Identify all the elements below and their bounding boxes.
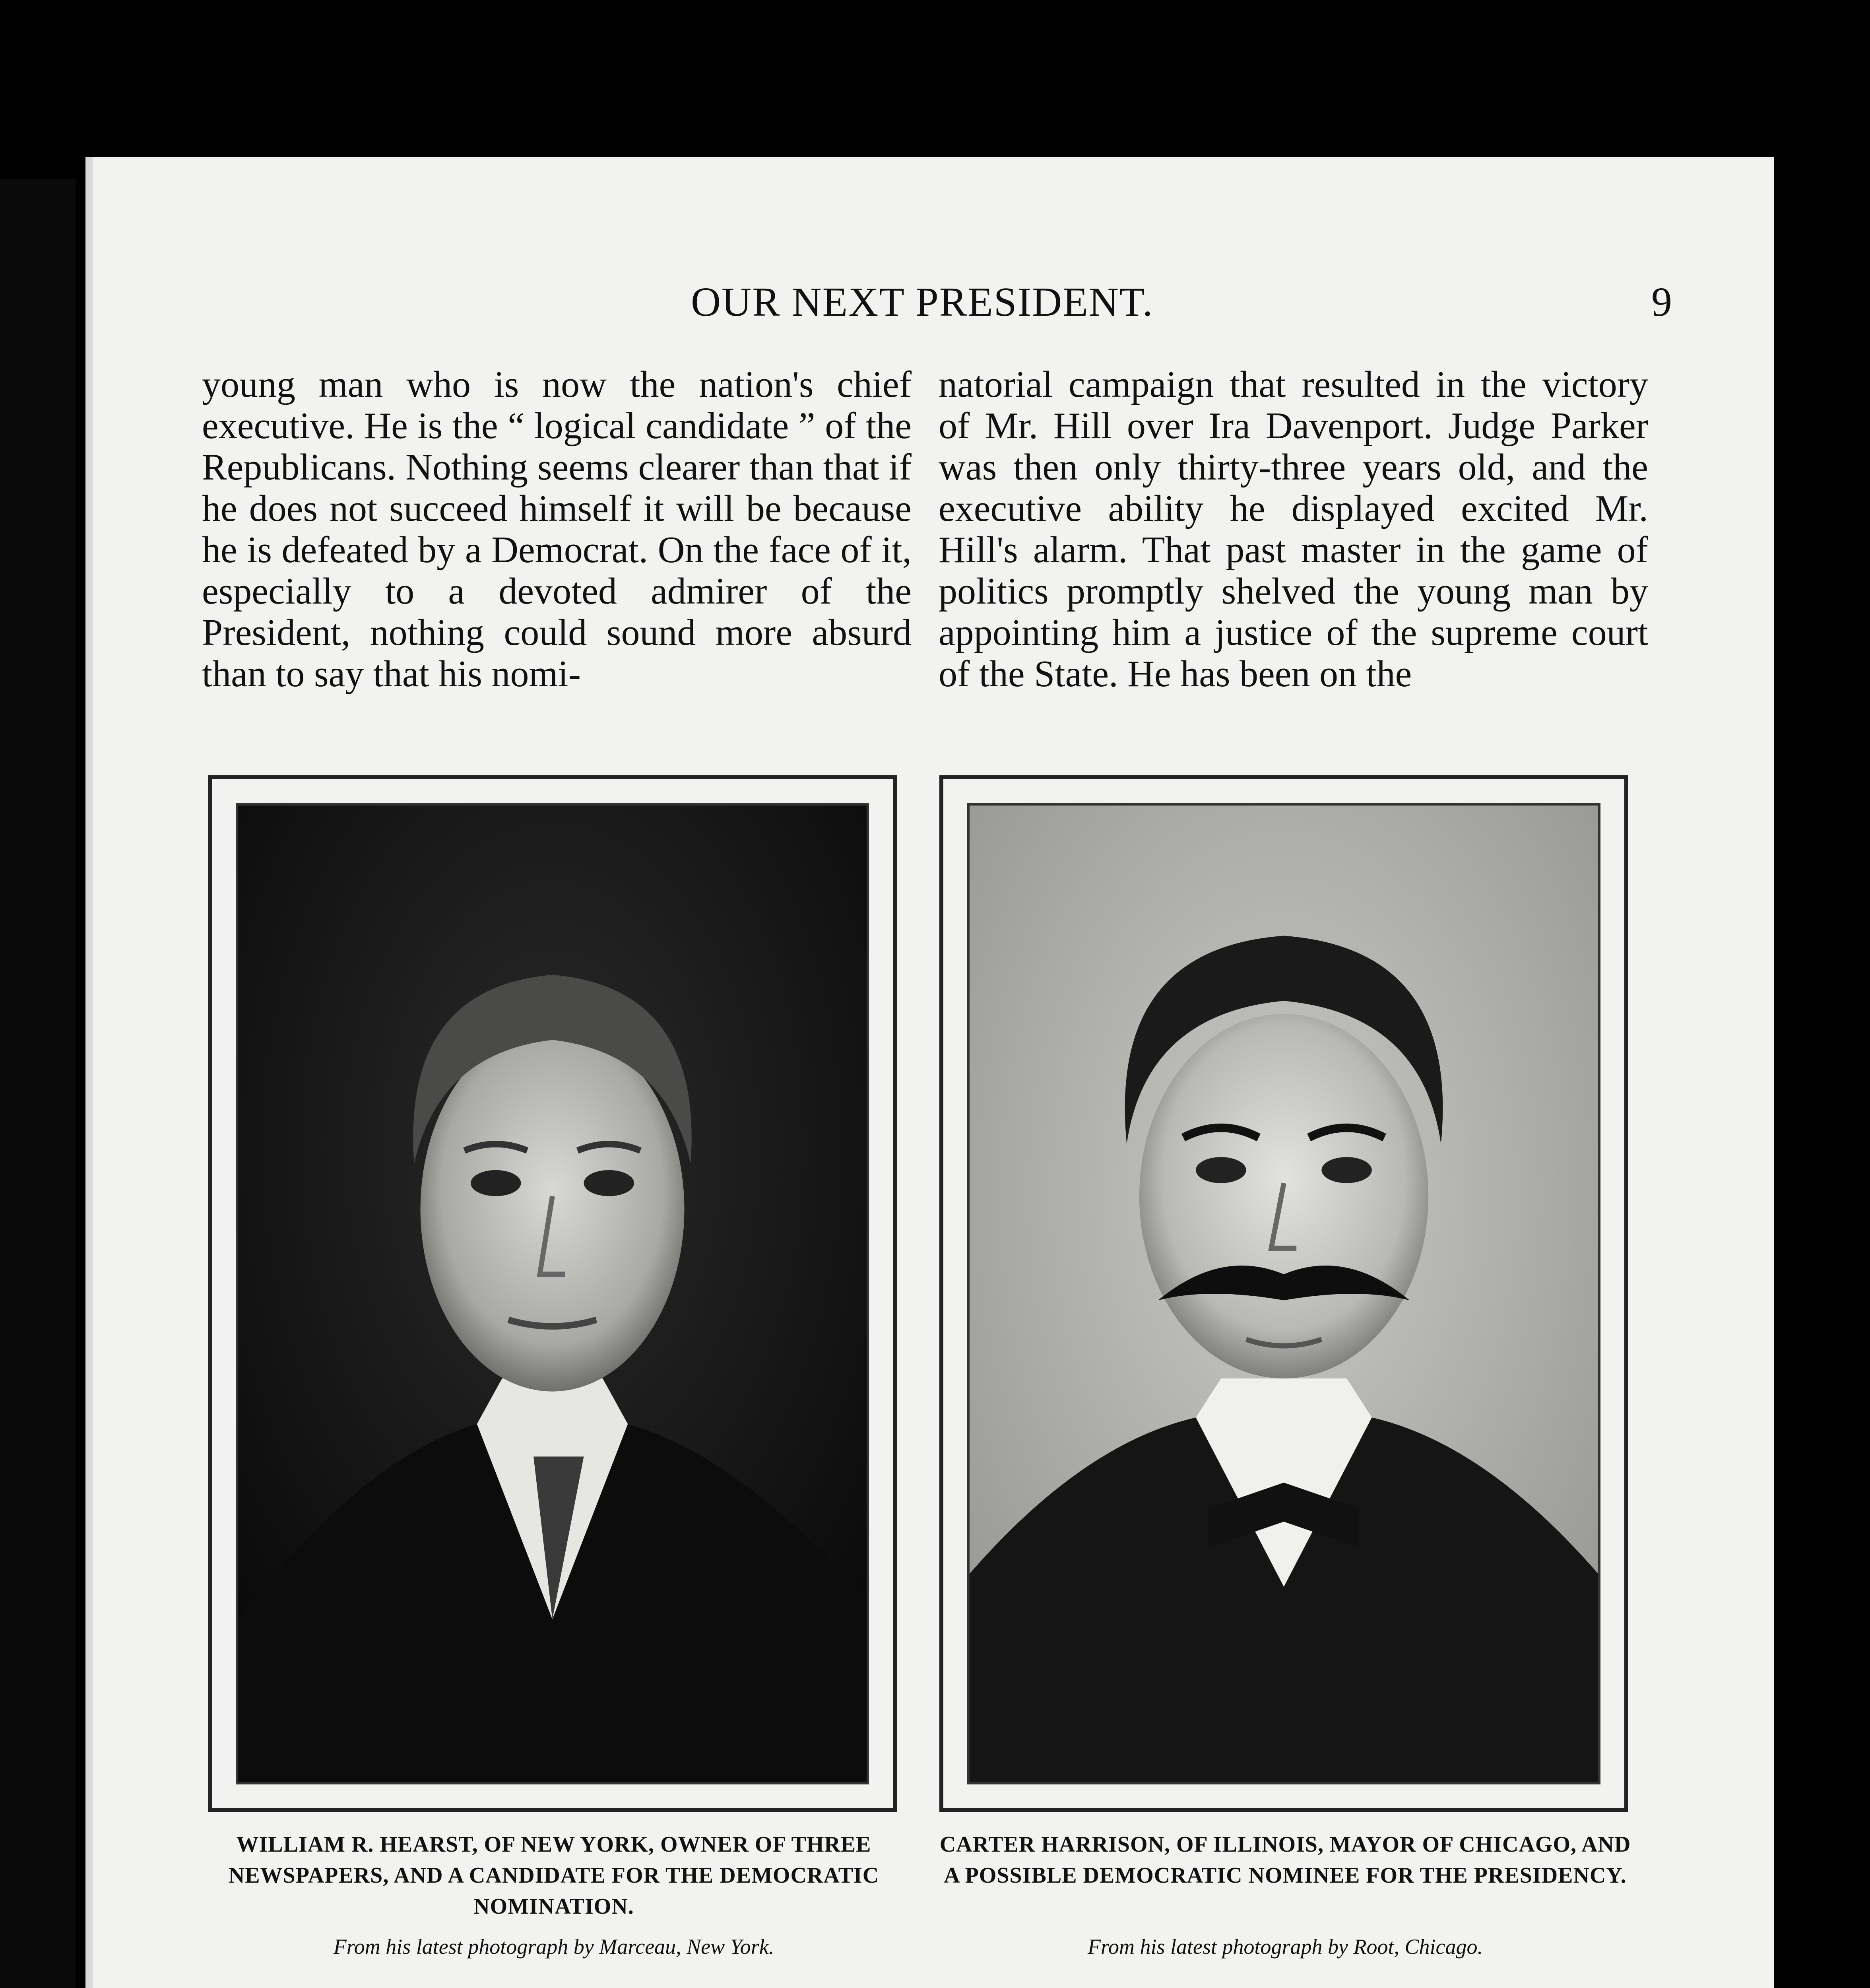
page-number: 9 bbox=[1651, 279, 1673, 325]
magazine-page bbox=[85, 157, 1774, 1988]
photo-credit-harrison: From his latest photograph by Root, Chicago. bbox=[1088, 1935, 1483, 1959]
photo-caption-harrison: CARTER HARRISON, OF ILLINOIS, MAYOR OF CHICAGO, AND A POSSIBLE DEMOCRATIC NOMINEE FOR THE PRESIDENCY. bbox=[939, 1832, 1631, 1888]
photo-hearst bbox=[208, 775, 897, 1812]
photo-harrison bbox=[939, 775, 1628, 1812]
photo-caption-hearst: WILLIAM R. HEARST, OF NEW YORK, OWNER OF THREE NEWSPAPERS, AND A CANDIDATE FOR THE DEMOCRATIC NOMINATION. bbox=[228, 1832, 879, 1919]
portrait-image bbox=[236, 803, 869, 1784]
paragraph: young man who is now the nation's chief executive. He is the “ logical candidate ” of the Republicans. Nothing seems clearer than that if he does not succeed himself it will be because he is defeated by a Democrat. On the face of it, especially to a devoted admirer of the President, nothing could sound more absurd than to say that his nomi- bbox=[202, 364, 912, 695]
book-spine-edge bbox=[0, 179, 76, 1988]
portrait-image bbox=[967, 803, 1600, 1784]
column-1-top bbox=[202, 364, 912, 695]
column-2-top bbox=[939, 364, 1648, 695]
running-title: OUR NEXT PRESIDENT. bbox=[691, 279, 1154, 325]
photo-credit-hearst: From his latest photograph by Marceau, New York. bbox=[333, 1935, 774, 1959]
paragraph: natorial campaign that resulted in the victory of Mr. Hill over Ira Davenport. Judge Parker was then only thirty-three years old, and the executive ability he displayed excited Mr. Hill's alarm. That past master in the game of politics promptly shelved the young man by appointing him a justice of the supreme court of the State. He has been on the bbox=[939, 364, 1648, 695]
